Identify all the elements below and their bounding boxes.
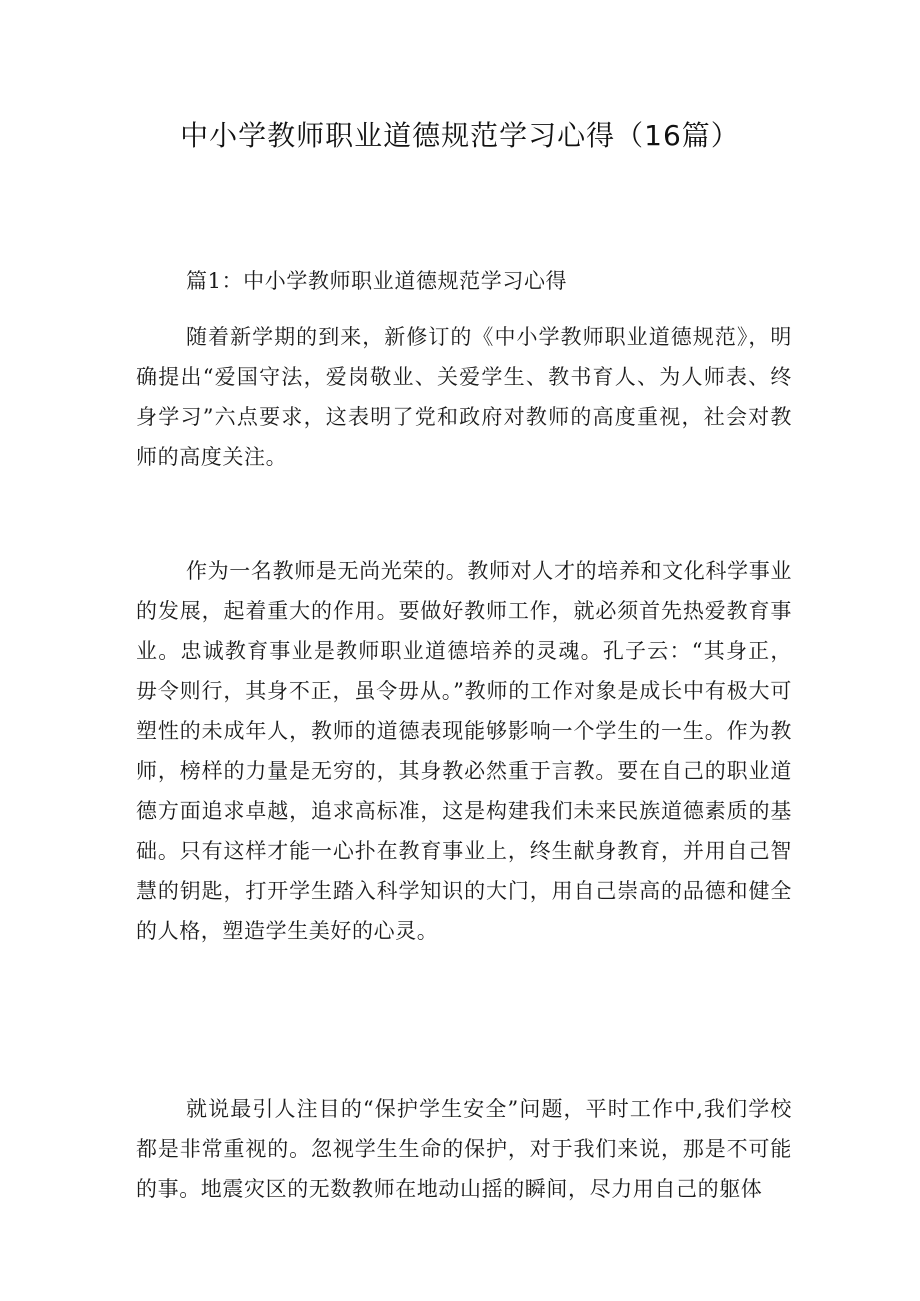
section-heading: 篇1：中小学教师职业道德规范学习心得 — [186, 269, 568, 293]
paragraph-2: 作为一名教师是无尚光荣的。教师对人才的培养和文化科学事业的发展，起着重大的作用。要做好教师工作，就必须首先热爱教育事业。忠诚教育事业是教师职业道德培养的灵魂。孔子云：“其身正，毋令则行，其身不正，虽令毋从。”教师的工作对象是成长中有极大可塑性的未成年人，教师的道德表现能够影响一个学生的一生。作为教师，榜样的力量是无穷的，其身教必然重于言教。要在自己的职业道德方面追求卓越，追求高标准，这是构建我们未来民族道德素质的基础。只有这样才能一心扑在教育事业上，终生献身教育，并用自己智慧的钥匙，打开学生踏入科学知识的大门，用自己崇高的品德和健全的人格，塑造学生美好的心灵。 — [136, 559, 792, 943]
document-title: 中小学教师职业道德规范学习心得（16篇） — [180, 119, 740, 152]
paragraph-3: 就说最引人注目的“保护学生安全”问题，平时工作中,我们学校都是非常重视的。忽视学生生命的保护，对于我们来说，那是不可能的事。地震灾区的无数教师在地动山摇的瞬间，尽力用自己的躯体 — [136, 1097, 792, 1201]
paragraph-1: 随着新学期的到来，新修订的《中小学教师职业道德规范》，明确提出“爱国守法，爱岗敬业、关爱学生、教书育人、为人师表、终身学习”六点要求，这表明了党和政府对教师的高度重视，社会对教师的高度关注。 — [136, 325, 792, 469]
